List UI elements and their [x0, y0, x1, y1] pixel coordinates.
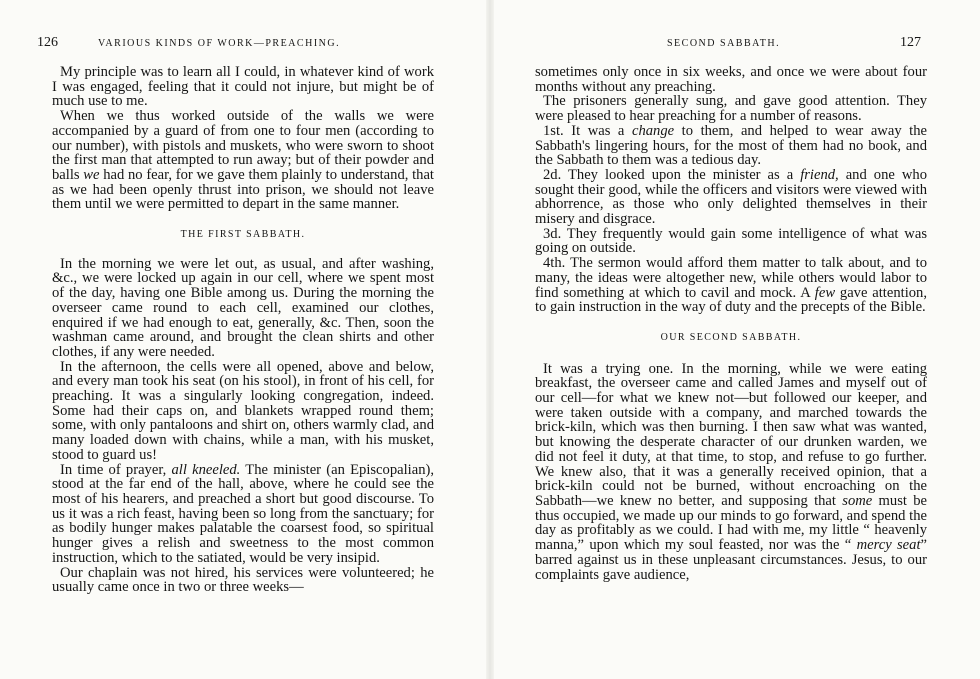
page-number: 126 — [37, 35, 58, 50]
paragraph: It was a trying one. In the morning, while we were eating breakfast, the overseer came and called James and myself out of our cell—for what we knew not—but followed our keeper, and were taken outside with a company, and marched towards the brick-kiln, which was then burning. I then saw what was wanted, but knowing the desperate character of our drunken warden, we did not feel it duty, at that time, to stop, and refuse to go further. We knew also, that it was a generally received opinion, that a brick-kiln could not be burned, without encroaching on the Sabbath—we knew no better, and supposing that some must be thus occupied, we made up our minds to go forward, and spend the day as profitably as we could. I had with me, my little “ heavenly manna,” upon which my soul feasted, nor was the “ mercy seat” barred against us in these unpleasant circumstances. Jesus, to our complaints gave audience, — [535, 360, 927, 583]
page-body — [535, 65, 927, 582]
paragraph: In the morning we were let out, as usual, and after washing, &c., we were locked up again in our cell, where we spent most of the day, having one Bible among us. During the morning the overseer came round to each cell, examined our clothes, enquired if we had enough to eat, generally, &c. Then, soon the washman came around, and brought the clean shirts and other clothes, if any were needed. — [52, 255, 434, 360]
paragraph: 3d. They frequently would gain some intelligence of what was going on outside. — [535, 225, 927, 257]
paragraph: When we thus worked outside of the walls we were accompanied by a guard of from one to four men (according to our number), with pistols and muskets, who were sworn to shoot the first man that attempted to run away; but of their powder and balls we had no fear, for we gave them plainly to understand, that as we had been openly thrust into prison, we should not leave them until we were permitted to depart in the same manner. — [52, 108, 434, 213]
paragraph: 1st. It was a change to them, and helped to wear away the Sabbath's lingering hours, for the most of them had no book, and the Sabbath to them was a tedious day. — [535, 122, 927, 169]
paragraph: sometimes only once in six weeks, and once we were about four months without any preaching. — [535, 64, 927, 95]
page-body — [52, 65, 434, 595]
paragraph: Our chaplain was not hired, his services were volunteered; he usually came once in two or three weeks— — [52, 564, 434, 596]
right-page — [490, 0, 980, 679]
paragraph: In the afternoon, the cells were all opened, above and below, and every man took his seat (on his stool), in front of his cell, for preaching. It was a singularly looking congregation, indeed. Some had their caps on, and blankets wrapped round them; some, with only pantaloons and shirt on, others warmly clad, and many loaded down with chains, while a man, with his musket, stood to guard us! — [52, 358, 434, 463]
section-title: THE FIRST SABBATH. — [180, 229, 306, 241]
running-head: VARIOUS KINDS OF WORK—PREACHING. — [98, 38, 341, 49]
paragraph: The prisoners generally sung, and gave good attention. They were pleased to hear preaching for a number of reasons. — [535, 93, 927, 125]
paragraph: In time of prayer, all kneeled. The minister (an Episcopalian), stood at the far end of the hall, above, where he could see the most of his hearers, and preached a short but good discourse. To us it was a rich feast, having been so long from the sanctuary; for as bodily hunger makes palatable the coarsest food, so spiritual hunger gives a relish and sweetness to the most common instruction, which to the satiated, would be very insipid. — [52, 461, 434, 566]
paragraph: My principle was to learn all I could, in whatever kind of work I was engaged, feeling that it could not injure, but might be of much use to me. — [52, 64, 434, 110]
running-head: SECOND SABBATH. — [667, 38, 781, 49]
section-title: OUR SECOND SABBATH. — [660, 331, 802, 343]
paragraph: 2d. They looked upon the minister as a friend, and one who sought their good, while the officers and visitors were viewed with abhorrence, as those who only delighted themselves in their misery and disgrace. — [535, 166, 927, 228]
page-number: 127 — [900, 35, 921, 50]
paragraph: 4th. The sermon would afford them matter to talk about, and to many, the ideas were altogether new, while others would labor to find something at which to cavil and mock. A few gave attention, to gain instruction in the way of duty and the precepts of the Bible. — [535, 255, 927, 316]
